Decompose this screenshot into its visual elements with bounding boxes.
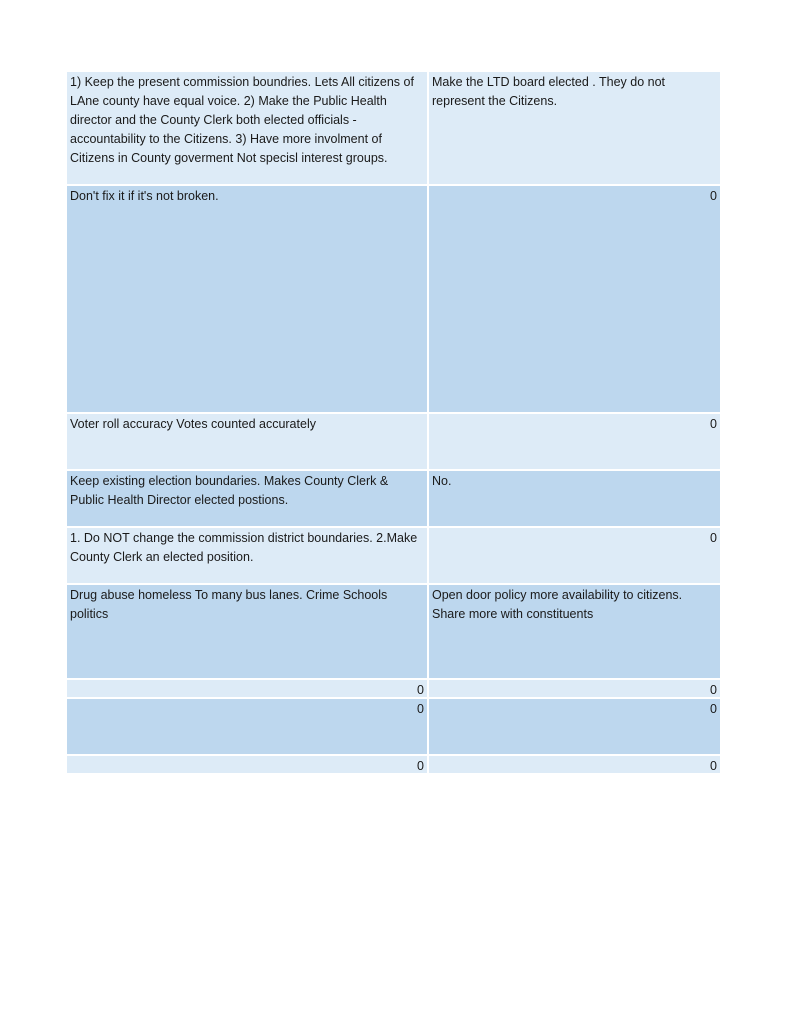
table-cell: 0 [67,699,429,756]
table-cell: Open door policy more availability to citizens. Share more with constituents [429,585,720,680]
table-cell: Make the LTD board elected . They do not represent the Citizens. [429,72,720,186]
table-cell: Don't fix it if it's not broken. [67,186,429,414]
table-row [67,699,720,756]
table-cell: Drug abuse homeless To many bus lanes. Crime Schools politics [67,585,429,680]
table-row [67,680,720,699]
table-row [67,471,720,528]
table-cell: Keep existing election boundaries. Makes County Clerk & Public Health Director elected postions. [67,471,429,528]
table-row [67,756,720,775]
table-cell: No. [429,471,720,528]
table-cell: 0 [429,756,720,775]
table-cell: 0 [429,414,720,471]
table-row [67,528,720,585]
table-row [67,72,720,186]
table-cell: 1. Do NOT change the commission district boundaries. 2.Make County Clerk an elected position. [67,528,429,585]
table-cell: 0 [67,680,429,699]
table-cell: 0 [429,680,720,699]
table-row [67,585,720,680]
table-cell: Voter roll accuracy Votes counted accurately [67,414,429,471]
table-cell: 0 [67,756,429,775]
table-cell: 0 [429,699,720,756]
survey-table [67,72,720,775]
table-row [67,186,720,414]
table-cell: 1) Keep the present commission boundries. Lets All citizens of LAne county have equal voice. 2) Make the Public Health director and the County Clerk both elected officials - accountability to the Citizens. 3) Have more involment of Citizens in County goverment Not specisl interest groups. [67,72,429,186]
table-cell: 0 [429,528,720,585]
table-cell: 0 [429,186,720,414]
table-row [67,414,720,471]
